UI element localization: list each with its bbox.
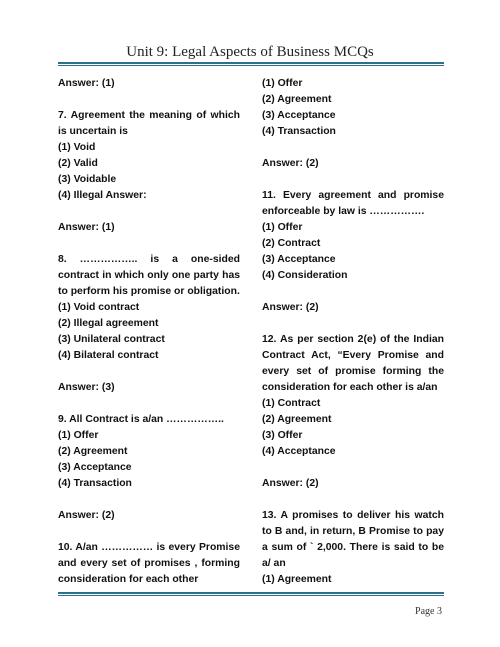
option: (2) Contract: [262, 238, 321, 249]
option: (1) Offer: [58, 430, 99, 441]
option: (2) Agreement: [262, 94, 332, 105]
option: (3) Acceptance: [262, 110, 336, 121]
option: (3) Offer: [262, 430, 303, 441]
option: (3) Unilateral contract: [58, 334, 165, 345]
option: (1) Void contract: [58, 302, 140, 313]
question-7: 7. Agreement the meaning of which is uncertain is: [58, 110, 240, 137]
question-8: 8. …………….. is a one-sided contract in which only one party has to perform his promise or obligation.: [58, 254, 240, 297]
question-10: 10. A/an …………… is every Promise and every set of promises , forming consideration for each other: [58, 542, 240, 585]
answer-text: Answer: (1): [58, 78, 115, 89]
header-rule: [58, 62, 444, 64]
page-number: Page 3: [415, 606, 442, 617]
option: (2) Agreement: [262, 414, 332, 425]
option: (2) Illegal agreement: [58, 318, 159, 329]
question-12: 12. As per section 2(e) of the Indian Contract Act, “Every Promise and every set of promise forming the consideration for each other is a/an: [262, 334, 444, 393]
answer-text: Answer: (2): [262, 158, 319, 169]
page-title: Unit 9: Legal Aspects of Business MCQs: [126, 44, 374, 60]
question-13: 13. A promises to deliver his watch to B and, in return, B Promise to pay a sum of ` 2,000. There is said to be a/ an: [262, 510, 444, 569]
option: (4) Bilateral contract: [58, 350, 159, 361]
answer-text: Answer: (1): [58, 222, 115, 233]
answer-text: Answer: (2): [262, 302, 319, 313]
option: (3) Voidable: [58, 174, 117, 185]
option: (4) Transaction: [262, 126, 336, 137]
option: (1) Agreement: [262, 574, 332, 585]
option: (1) Offer: [262, 222, 303, 233]
answer-text: Answer: (2): [58, 510, 115, 521]
question-11: 11. Every agreement and promise enforceable by law is …………….: [262, 190, 444, 217]
header-rule-thin: [58, 65, 444, 66]
option: (4) Illegal Answer:: [58, 190, 147, 201]
option: (4) Consideration: [262, 270, 348, 281]
option: (1) Void: [58, 142, 96, 153]
option: (4) Transaction: [58, 478, 132, 489]
footer-rule-thin: [58, 595, 444, 596]
answer-text: Answer: (2): [262, 478, 319, 489]
option: (1) Contract: [262, 398, 321, 409]
question-9: 9. All Contract is a/an ……………..: [58, 414, 224, 425]
right-column: [262, 76, 444, 588]
footer-rule: [58, 592, 444, 594]
option: (3) Acceptance: [58, 462, 132, 473]
option: (1) Offer: [262, 78, 303, 89]
option: (2) Agreement: [58, 446, 128, 457]
answer-text: Answer: (3): [58, 382, 115, 393]
option: (2) Valid: [58, 158, 98, 169]
option: (3) Acceptance: [262, 254, 336, 265]
left-column: [58, 76, 240, 588]
option: (4) Acceptance: [262, 446, 336, 457]
